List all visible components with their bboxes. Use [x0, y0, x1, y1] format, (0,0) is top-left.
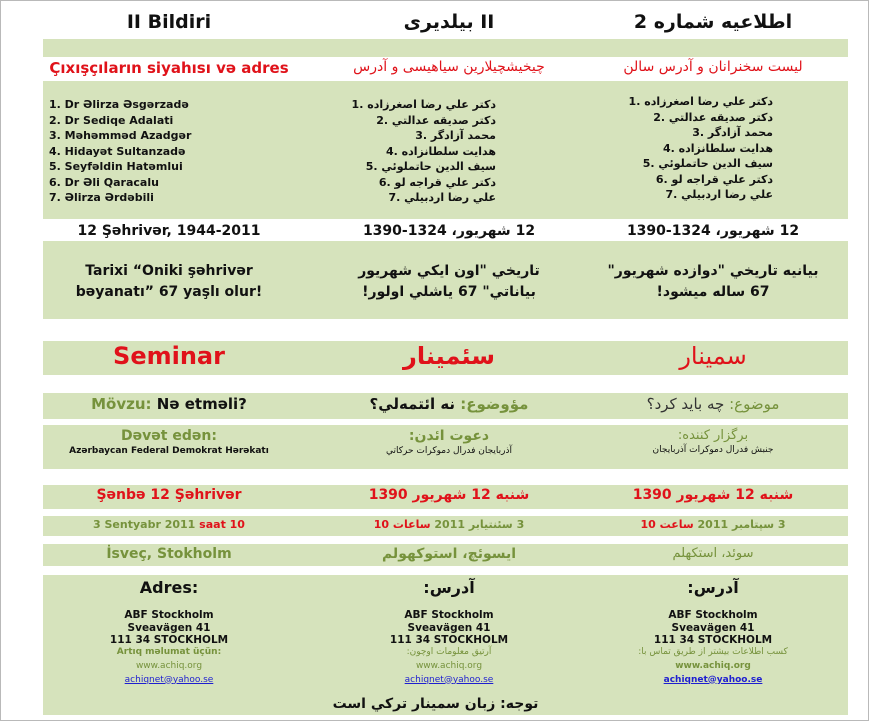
seminar-row [1, 341, 869, 375]
statement-row [1, 261, 869, 305]
topic-value-az: Nə etməli? [156, 395, 247, 413]
datetime-fa [563, 518, 863, 531]
inviter-label-tr: دعوت ائدن: [408, 428, 490, 444]
date-tr: 12 شهریور، 1324-1390 [362, 223, 536, 239]
datetime-time-az: saat 10 [199, 518, 245, 531]
inviter-label-fa: برگزار کننده: [677, 428, 749, 443]
inviter-az [19, 428, 319, 456]
address-fa [563, 578, 863, 686]
email-link-tr[interactable]: achiqnet@yahoo.se [404, 674, 494, 685]
topic-label-az: Mövzu: [91, 395, 152, 413]
list-item: علي رضا اردبیلي .7 [388, 191, 496, 204]
inviter-value-az: Azərbaycan Federal Demokrat Hərəkatı [69, 446, 269, 456]
city-tr: ایسوئچ، استوکهولم [381, 546, 517, 562]
header-tr: II بیلدیری [403, 11, 495, 33]
inviter-tr [299, 428, 599, 456]
datetime-time-tr: ساعات 10 [373, 518, 431, 531]
date-az: 12 Şəhrivər, 1944-2011 [77, 223, 261, 239]
list-item: 3. Məhəmməd Azadgər [49, 129, 192, 142]
inviter-value-tr: آذربایجان فدرال دموکرات حرکاتي [385, 446, 513, 456]
topic-fa [563, 395, 863, 413]
inviter-value-fa: جنبش فدرال دموکرات آذربایجان [652, 445, 774, 455]
speakers-title-fa: لیست سخنرانان و آدرس سالن [623, 59, 803, 75]
speakers-list-az [49, 97, 191, 206]
seminar-fa: سمینار [679, 342, 747, 370]
list-item: دکتر صدیقه عدالتي .2 [376, 113, 496, 127]
list-item: 2. Dr Sediqe Adalati [49, 113, 174, 127]
topic-tr [299, 395, 599, 413]
address-title-fa: آدرس: [687, 578, 739, 597]
address-line1-az: ABF Stockholm [124, 609, 214, 621]
statement-fa-line2: 67 ساله میشود! [656, 284, 770, 300]
day-tr: شنبه 12 شهریور 1390 [368, 487, 530, 503]
list-item: سیف الدین حاتملوئي .5 [642, 157, 773, 170]
datetime-time-fa: ساعت 10 [640, 518, 694, 531]
topic-label-fa: موضوع: [729, 395, 780, 413]
list-item: سیف الدین حاتملوئي .5 [365, 160, 496, 173]
address-row [1, 578, 869, 694]
list-item: 7. Əlirza Ərdəbili [49, 191, 154, 204]
speakers-title-row [1, 59, 869, 81]
list-item: دکتر علي قراجه لو .6 [378, 175, 496, 189]
footer-row [1, 695, 869, 715]
header-az: II Bildiri [126, 11, 212, 33]
web-link-fa[interactable]: www.achiq.org [675, 660, 751, 671]
speakers-list-fa [629, 94, 773, 203]
day-fa: شنبه 12 شهریور 1390 [632, 487, 794, 503]
list-item: 6. Dr Əli Qaracalu [49, 175, 159, 189]
list-item: علي رضا اردبیلي .7 [665, 188, 773, 201]
email-link-fa[interactable]: achiqnet@yahoo.se [663, 674, 763, 685]
day-az: Şənbə 12 Şəhrivər [96, 487, 242, 503]
address-line3-az: 111 34 STOCKHOLM [109, 634, 229, 646]
header-row [1, 11, 869, 39]
date-row [1, 223, 869, 243]
datetime-date-fa: 3 سپتامبر 2011 [697, 518, 786, 531]
list-item: دکتر صدیقه عدالتي .2 [653, 110, 773, 124]
statement-tr-line1: تاریخي "اون ایکي شهریور [358, 263, 540, 279]
date-fa: 12 شهریور، 1324-1390 [626, 223, 800, 239]
topic-az [19, 395, 319, 413]
list-item: 1. Dr Əlirza Əsgərzadə [49, 98, 189, 111]
speakers-title-tr: چیخیشچیلارین سیاهیسی و آدرس [353, 59, 545, 75]
topic-value-fa: چه باید کرد؟ [646, 395, 725, 413]
city-az: İsveç, Stokholm [106, 546, 232, 562]
statement-az [19, 261, 319, 303]
statement-fa-line1: بیانیه تاریخي "دوازده شهریور" [607, 263, 819, 279]
more-info-fa: کسب اطلاعات بیشتر از طریق تماس با: [638, 646, 788, 657]
web-link-az[interactable]: www.achiq.org [135, 660, 203, 671]
address-line1-tr: ABF Stockholm [404, 609, 494, 621]
address-tr [299, 578, 599, 686]
list-item: محمد آزادگر .3 [692, 126, 773, 139]
header-fa: اطلاعیه شماره 2 [633, 11, 793, 33]
datetime-az [19, 518, 319, 531]
address-line2-fa: Sveavägen 41 [671, 621, 755, 634]
statement-tr-line2: بیاناتي" 67 یاشلي اولور! [362, 284, 536, 300]
inviter-label-az: Dəvət edən: [121, 428, 217, 444]
statement-az-line2: bəyanatı” 67 yaşlı olur! [75, 284, 263, 300]
statement-tr [299, 261, 599, 303]
topic-value-tr: نه ائتمه‌لي؟ [369, 395, 456, 413]
datetime-date-tr: 3 سئنتیابر 2011 [434, 518, 525, 531]
list-item: دکتر علي رضا اصغرزاده .1 [628, 95, 773, 108]
address-line2-tr: Sveavägen 41 [407, 621, 491, 634]
day-row [1, 487, 869, 507]
web-link-tr[interactable]: www.achiq.org [415, 660, 483, 671]
seminar-az: Seminar [113, 342, 225, 370]
address-title-az: Adres: [139, 578, 199, 597]
city-row [1, 546, 869, 566]
speakers-list-tr [352, 97, 496, 206]
list-item: دکتر علي رضا اصغرزاده .1 [351, 98, 496, 111]
list-item: 5. Seyfəldin Hatəmlui [49, 160, 183, 173]
topic-label-tr: مؤوضوع: [460, 395, 529, 413]
list-item: 4. Hidayət Sultanzadə [49, 144, 186, 158]
footer-note: توجه: زبان سمینار ترکي است [332, 696, 539, 712]
topic-row [1, 395, 869, 417]
list-item: هدایت سلطانزاده .4 [662, 141, 773, 155]
list-item: محمد آزادگر .3 [415, 129, 496, 142]
inviter-fa [563, 428, 863, 455]
datetime-tr [299, 518, 599, 531]
city-fa: سوئد، استکهلم [672, 546, 754, 561]
seminar-tr: سئمینار [403, 342, 495, 370]
email-link-az[interactable]: achiqnet@yahoo.se [124, 674, 214, 685]
address-line3-tr: 111 34 STOCKHOLM [389, 634, 509, 646]
address-line3-fa: 111 34 STOCKHOLM [653, 634, 773, 646]
inviter-row [1, 428, 869, 468]
datetime-row [1, 518, 869, 534]
address-line1-fa: ABF Stockholm [668, 609, 758, 621]
statement-fa [563, 261, 863, 303]
statement-az-line1: Tarixi “Oniki şəhrivər [85, 263, 253, 279]
speakers-title-az: Çıxışçıların siyahısı və adres [49, 59, 289, 77]
more-info-tr: آرتیق معلومات اوچون: [406, 646, 492, 657]
address-line2-az: Sveavägen 41 [127, 621, 211, 634]
datetime-date-az: 3 Sentyabr 2011 [93, 518, 196, 531]
address-az [19, 578, 319, 686]
address-title-tr: آدرس: [423, 578, 475, 597]
list-item: دکتر علي قراجه لو .6 [655, 172, 773, 186]
more-info-az: Artıq məlumat üçün: [116, 646, 222, 657]
list-item: هدایت سلطانزاده .4 [385, 144, 496, 158]
panel-strip [43, 39, 848, 57]
